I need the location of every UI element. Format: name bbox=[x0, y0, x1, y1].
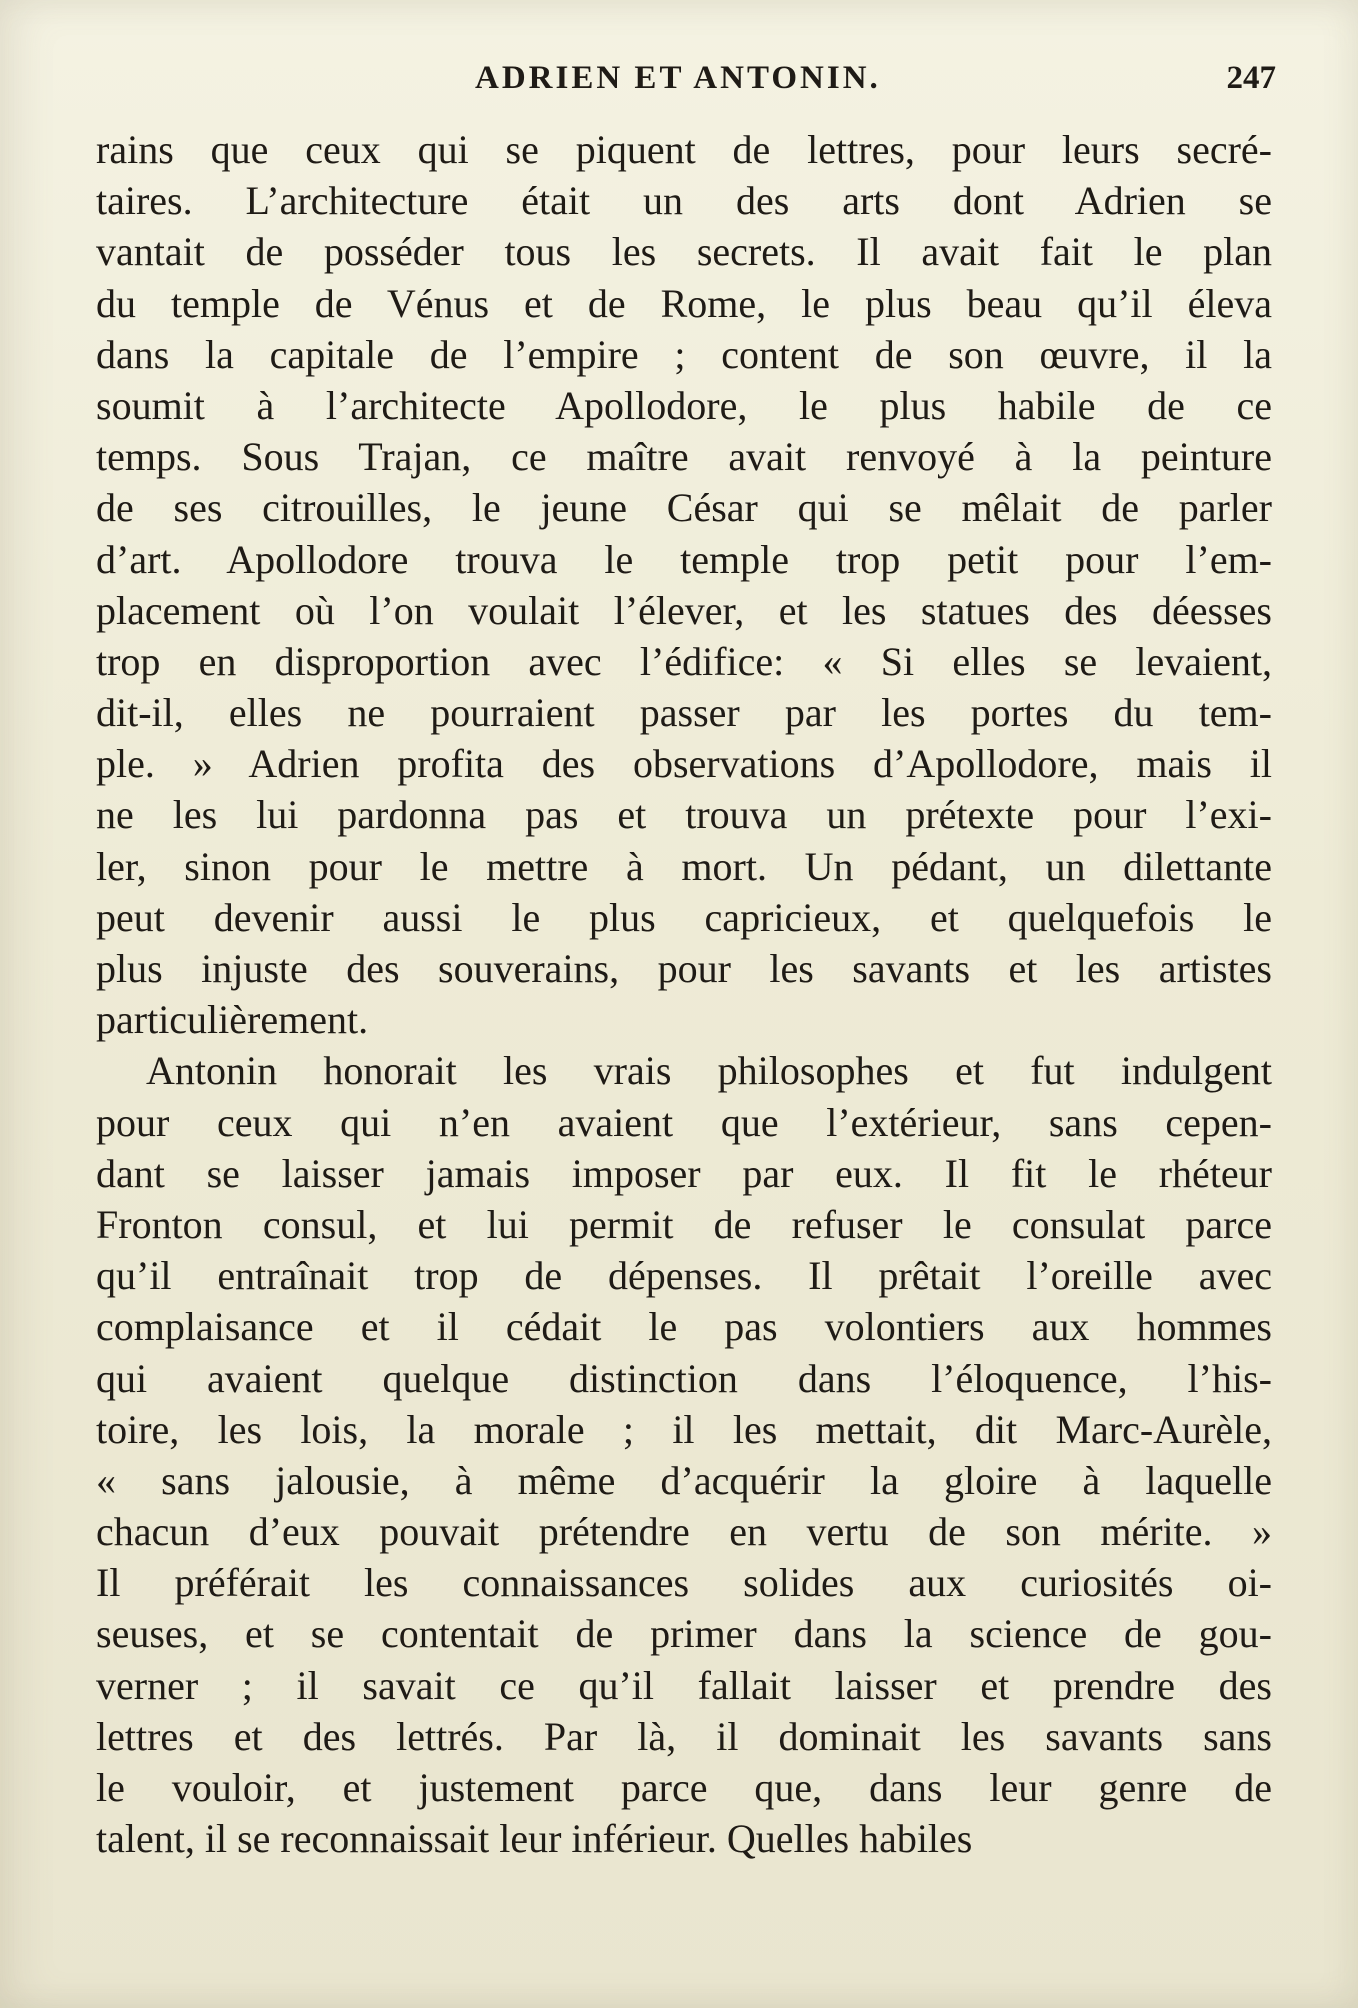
text-line: peut devenir aussi le plus capricieux, et quelquefois le bbox=[96, 894, 1272, 940]
paragraph-2 bbox=[96, 1045, 1272, 1864]
text-line: seuses, et se contentait de primer dans la science de gou- bbox=[96, 1611, 1272, 1657]
text-line: Il préférait les connaissances solides aux curiosités oi- bbox=[96, 1560, 1272, 1606]
text-line: ler, sinon pour le mettre à mort. Un pédant, un dilettante bbox=[96, 843, 1272, 889]
text-line: dant se laisser jamais imposer par eux. Il fit le rhéteur bbox=[96, 1150, 1272, 1196]
page-number: 247 bbox=[1226, 60, 1276, 96]
text-line: de ses citrouilles, le jeune César qui se mêlait de parler bbox=[96, 485, 1272, 531]
running-title: ADRIEN ET ANTONIN. bbox=[475, 60, 881, 96]
running-head bbox=[0, 60, 1358, 110]
text-line: temps. Sous Trajan, ce maître avait renvoyé à la peinture bbox=[96, 434, 1272, 480]
text-line: particulièrement. bbox=[96, 997, 369, 1043]
text-line: taires. L’architecture était un des arts dont Adrien se bbox=[96, 178, 1272, 224]
text-line: qui avaient quelque distinction dans l’éloquence, l’his- bbox=[96, 1355, 1272, 1401]
text-line: plus injuste des souverains, pour les savants et les artistes bbox=[96, 946, 1272, 991]
text-line: lettres et des lettrés. Par là, il dominait les savants sans bbox=[96, 1713, 1272, 1759]
paragraph-1 bbox=[96, 124, 1272, 1045]
text-line: d’art. Apollodore trouva le temple trop petit pour l’em- bbox=[96, 536, 1272, 582]
text-line: trop en disproportion avec l’édifice: « Si elles se levaient, bbox=[96, 638, 1272, 684]
text-line: dit-il, elles ne pourraient passer par les portes du tem- bbox=[96, 690, 1272, 736]
text-line: ne les lui pardonna pas et trouva un prétexte pour l’exi- bbox=[96, 792, 1272, 838]
text-line: talent, il se reconnaissait leur inférieur. Quelles habiles bbox=[96, 1816, 973, 1862]
text-line: « sans jalousie, à même d’acquérir la gloire à laquelle bbox=[96, 1457, 1272, 1503]
text-line: chacun d’eux pouvait prétendre en vertu de son mérite. » bbox=[96, 1509, 1272, 1555]
text-line: Fronton consul, et lui permit de refuser le consulat parce bbox=[96, 1201, 1272, 1247]
text-line: ple. » Adrien profita des observations d’Apollodore, mais il bbox=[96, 741, 1272, 787]
text-line: toire, les lois, la morale ; il les mettait, dit Marc-Aurèle, bbox=[96, 1406, 1272, 1452]
text-line: soumit à l’architecte Apollodore, le plus habile de ce bbox=[96, 382, 1272, 428]
text-line: du temple de Vénus et de Rome, le plus beau qu’il éleva bbox=[96, 280, 1272, 326]
text-line: le vouloir, et justement parce que, dans leur genre de bbox=[96, 1765, 1272, 1810]
text-line: qu’il entraînait trop de dépenses. Il prêtait l’oreille avec bbox=[96, 1253, 1272, 1299]
text-line: vantait de posséder tous les secrets. Il avait fait le plan bbox=[96, 229, 1272, 275]
text-line: placement où l’on voulait l’élever, et les statues des déesses bbox=[96, 587, 1272, 633]
text-line: rains que ceux qui se piquent de lettres, pour leurs secré- bbox=[96, 127, 1272, 172]
text-line: Antonin honorait les vrais philosophes et fut indulgent bbox=[146, 1048, 1272, 1094]
text-line: pour ceux qui n’en avaient que l’extérieur, sans cepen- bbox=[96, 1099, 1272, 1145]
text-line: complaisance et il cédait le pas volontiers aux hommes bbox=[96, 1304, 1272, 1350]
text-line: verner ; il savait ce qu’il fallait laisser et prendre des bbox=[96, 1662, 1272, 1708]
text-line: dans la capitale de l’empire ; content de son œuvre, il la bbox=[96, 331, 1272, 377]
body-text bbox=[96, 124, 1272, 1864]
